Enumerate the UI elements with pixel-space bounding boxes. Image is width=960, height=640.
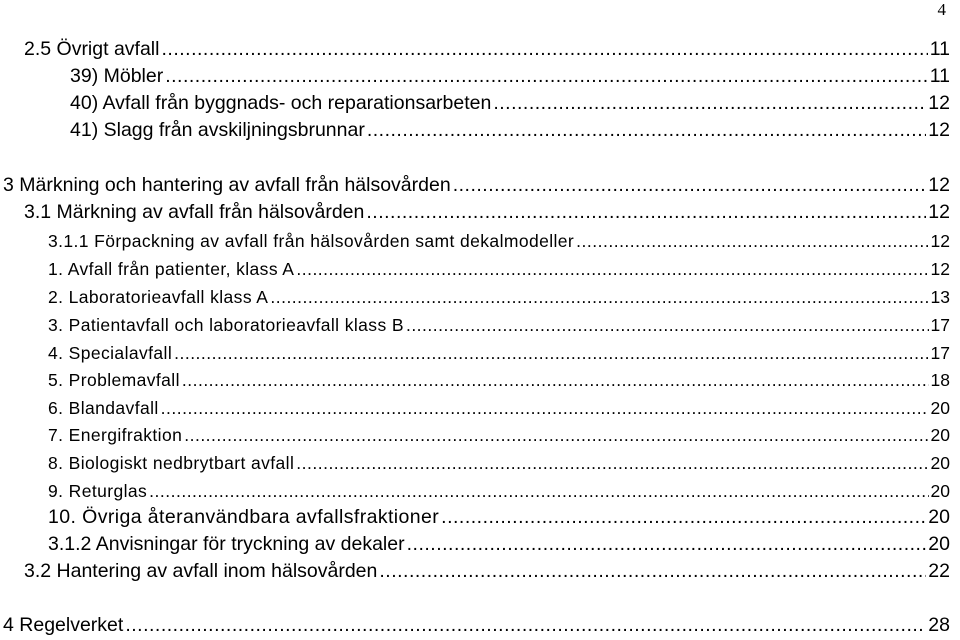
- toc-entry-4[interactable]: [48, 340, 950, 366]
- toc-entry-page: 20: [930, 398, 950, 418]
- dot-leader: [270, 284, 928, 310]
- dot-leader: [182, 367, 929, 393]
- toc-entry-5[interactable]: [48, 367, 950, 393]
- toc-entry-label: 2. Laboratorieavfall klass A: [48, 287, 269, 307]
- toc-entry-label: 3 Märkning och hantering av avfall från hälsovården: [3, 174, 451, 196]
- dot-leader: [174, 340, 928, 366]
- toc-entry-label: 8. Biologiskt nedbrytbart avfall: [48, 453, 295, 473]
- toc-entry-page: 20: [930, 481, 950, 501]
- toc-entry-page: 11: [929, 38, 950, 60]
- dot-leader: [406, 312, 929, 338]
- dot-leader: [366, 199, 926, 225]
- toc-entry-label: 3.1.1 Förpackning av avfall från hälsovården samt dekalmodeller: [48, 231, 575, 251]
- dot-leader: [125, 612, 926, 638]
- toc-entry-page: 17: [930, 343, 950, 363]
- toc-entry-page: 28: [928, 614, 950, 636]
- toc-entry-6[interactable]: [48, 395, 950, 421]
- dot-leader: [367, 117, 926, 143]
- toc-entry-41[interactable]: [70, 117, 950, 143]
- toc-entry-label: 5. Problemavfall: [48, 370, 180, 390]
- toc-entry-40[interactable]: [70, 90, 950, 116]
- toc-entry-label: 3.1 Märkning av avfall från hälsovården: [24, 201, 365, 223]
- toc-entry-label: 3.1.2 Anvisningar för tryckning av dekaler: [48, 533, 405, 555]
- toc-entry-10[interactable]: [48, 504, 950, 530]
- toc-entry-page: 12: [928, 92, 950, 114]
- dot-leader: [379, 558, 926, 584]
- dot-leader: [576, 228, 928, 254]
- toc-entry-label: 2.5 Övrigt avfall: [24, 38, 160, 60]
- toc-entry-label: 39) Möbler: [70, 65, 164, 87]
- toc-entry-3-1[interactable]: [24, 199, 950, 225]
- toc-entry-39[interactable]: [70, 63, 950, 89]
- toc-entry-label: 10. Övriga återanvändbara avfallsfraktioner: [48, 506, 440, 528]
- dot-leader: [453, 172, 927, 198]
- toc-entry-page: 20: [928, 506, 950, 528]
- toc-entry-page: 18: [930, 370, 950, 390]
- dot-leader: [161, 395, 929, 421]
- dot-leader: [441, 504, 926, 530]
- toc-entry-label: 9. Returglas: [48, 481, 148, 501]
- toc-entry-page: 12: [928, 201, 950, 223]
- toc-entry-3[interactable]: [3, 172, 950, 198]
- toc-entry-3-1-1[interactable]: [48, 228, 950, 254]
- page-number: 4: [937, 0, 946, 19]
- toc-entry-page: 20: [928, 533, 950, 555]
- toc-entry-label: 40) Avfall från byggnads- och reparationsarbeten: [70, 92, 492, 114]
- toc-entry-2-5[interactable]: [24, 36, 950, 62]
- toc-entry-label: 3.2 Hantering av avfall inom hälsovården: [24, 560, 378, 582]
- toc-entry-page: 20: [930, 453, 950, 473]
- dot-leader: [184, 422, 928, 448]
- toc-entry-page: 20: [930, 425, 950, 445]
- toc-entry-label: 3. Patientavfall och laboratorieavfall klass B: [48, 315, 404, 335]
- toc-entry-page: 12: [928, 119, 950, 141]
- toc-entry-label: 4 Regelverket: [3, 614, 124, 636]
- toc-entry-label: 7. Energifraktion: [48, 425, 183, 445]
- toc-entry-3-1-2[interactable]: [48, 531, 950, 557]
- dot-leader: [296, 450, 928, 476]
- toc-entry-2[interactable]: [48, 284, 950, 310]
- toc-entry-9[interactable]: [48, 478, 950, 504]
- toc-entry-4-regelverket[interactable]: [3, 612, 950, 638]
- toc-entry-page: 11: [929, 65, 950, 87]
- toc-entry-page: 12: [930, 259, 950, 279]
- toc-entry-page: 12: [930, 231, 950, 251]
- toc-entry-label: 41) Slagg från avskiljningsbrunnar: [70, 119, 365, 141]
- toc-entry-8[interactable]: [48, 450, 950, 476]
- dot-leader: [296, 256, 928, 282]
- toc-entry-7[interactable]: [48, 422, 950, 448]
- toc-entry-3-class-b[interactable]: [48, 312, 950, 338]
- toc-entry-page: 13: [930, 287, 950, 307]
- toc-entry-label: 1. Avfall från patienter, klass A: [48, 259, 295, 279]
- dot-leader: [149, 478, 928, 504]
- toc-entry-page: 12: [928, 174, 950, 196]
- dot-leader: [407, 531, 927, 557]
- dot-leader: [165, 63, 928, 89]
- toc-entry-page: 17: [930, 315, 950, 335]
- dot-leader: [161, 36, 927, 62]
- toc-entry-label: 6. Blandavfall: [48, 398, 159, 418]
- toc-entry-label: 4. Specialavfall: [48, 343, 173, 363]
- toc-entry-page: 22: [928, 560, 950, 582]
- toc-entry-3-2[interactable]: [24, 558, 950, 584]
- dot-leader: [493, 90, 926, 116]
- toc-entry-1[interactable]: [48, 256, 950, 282]
